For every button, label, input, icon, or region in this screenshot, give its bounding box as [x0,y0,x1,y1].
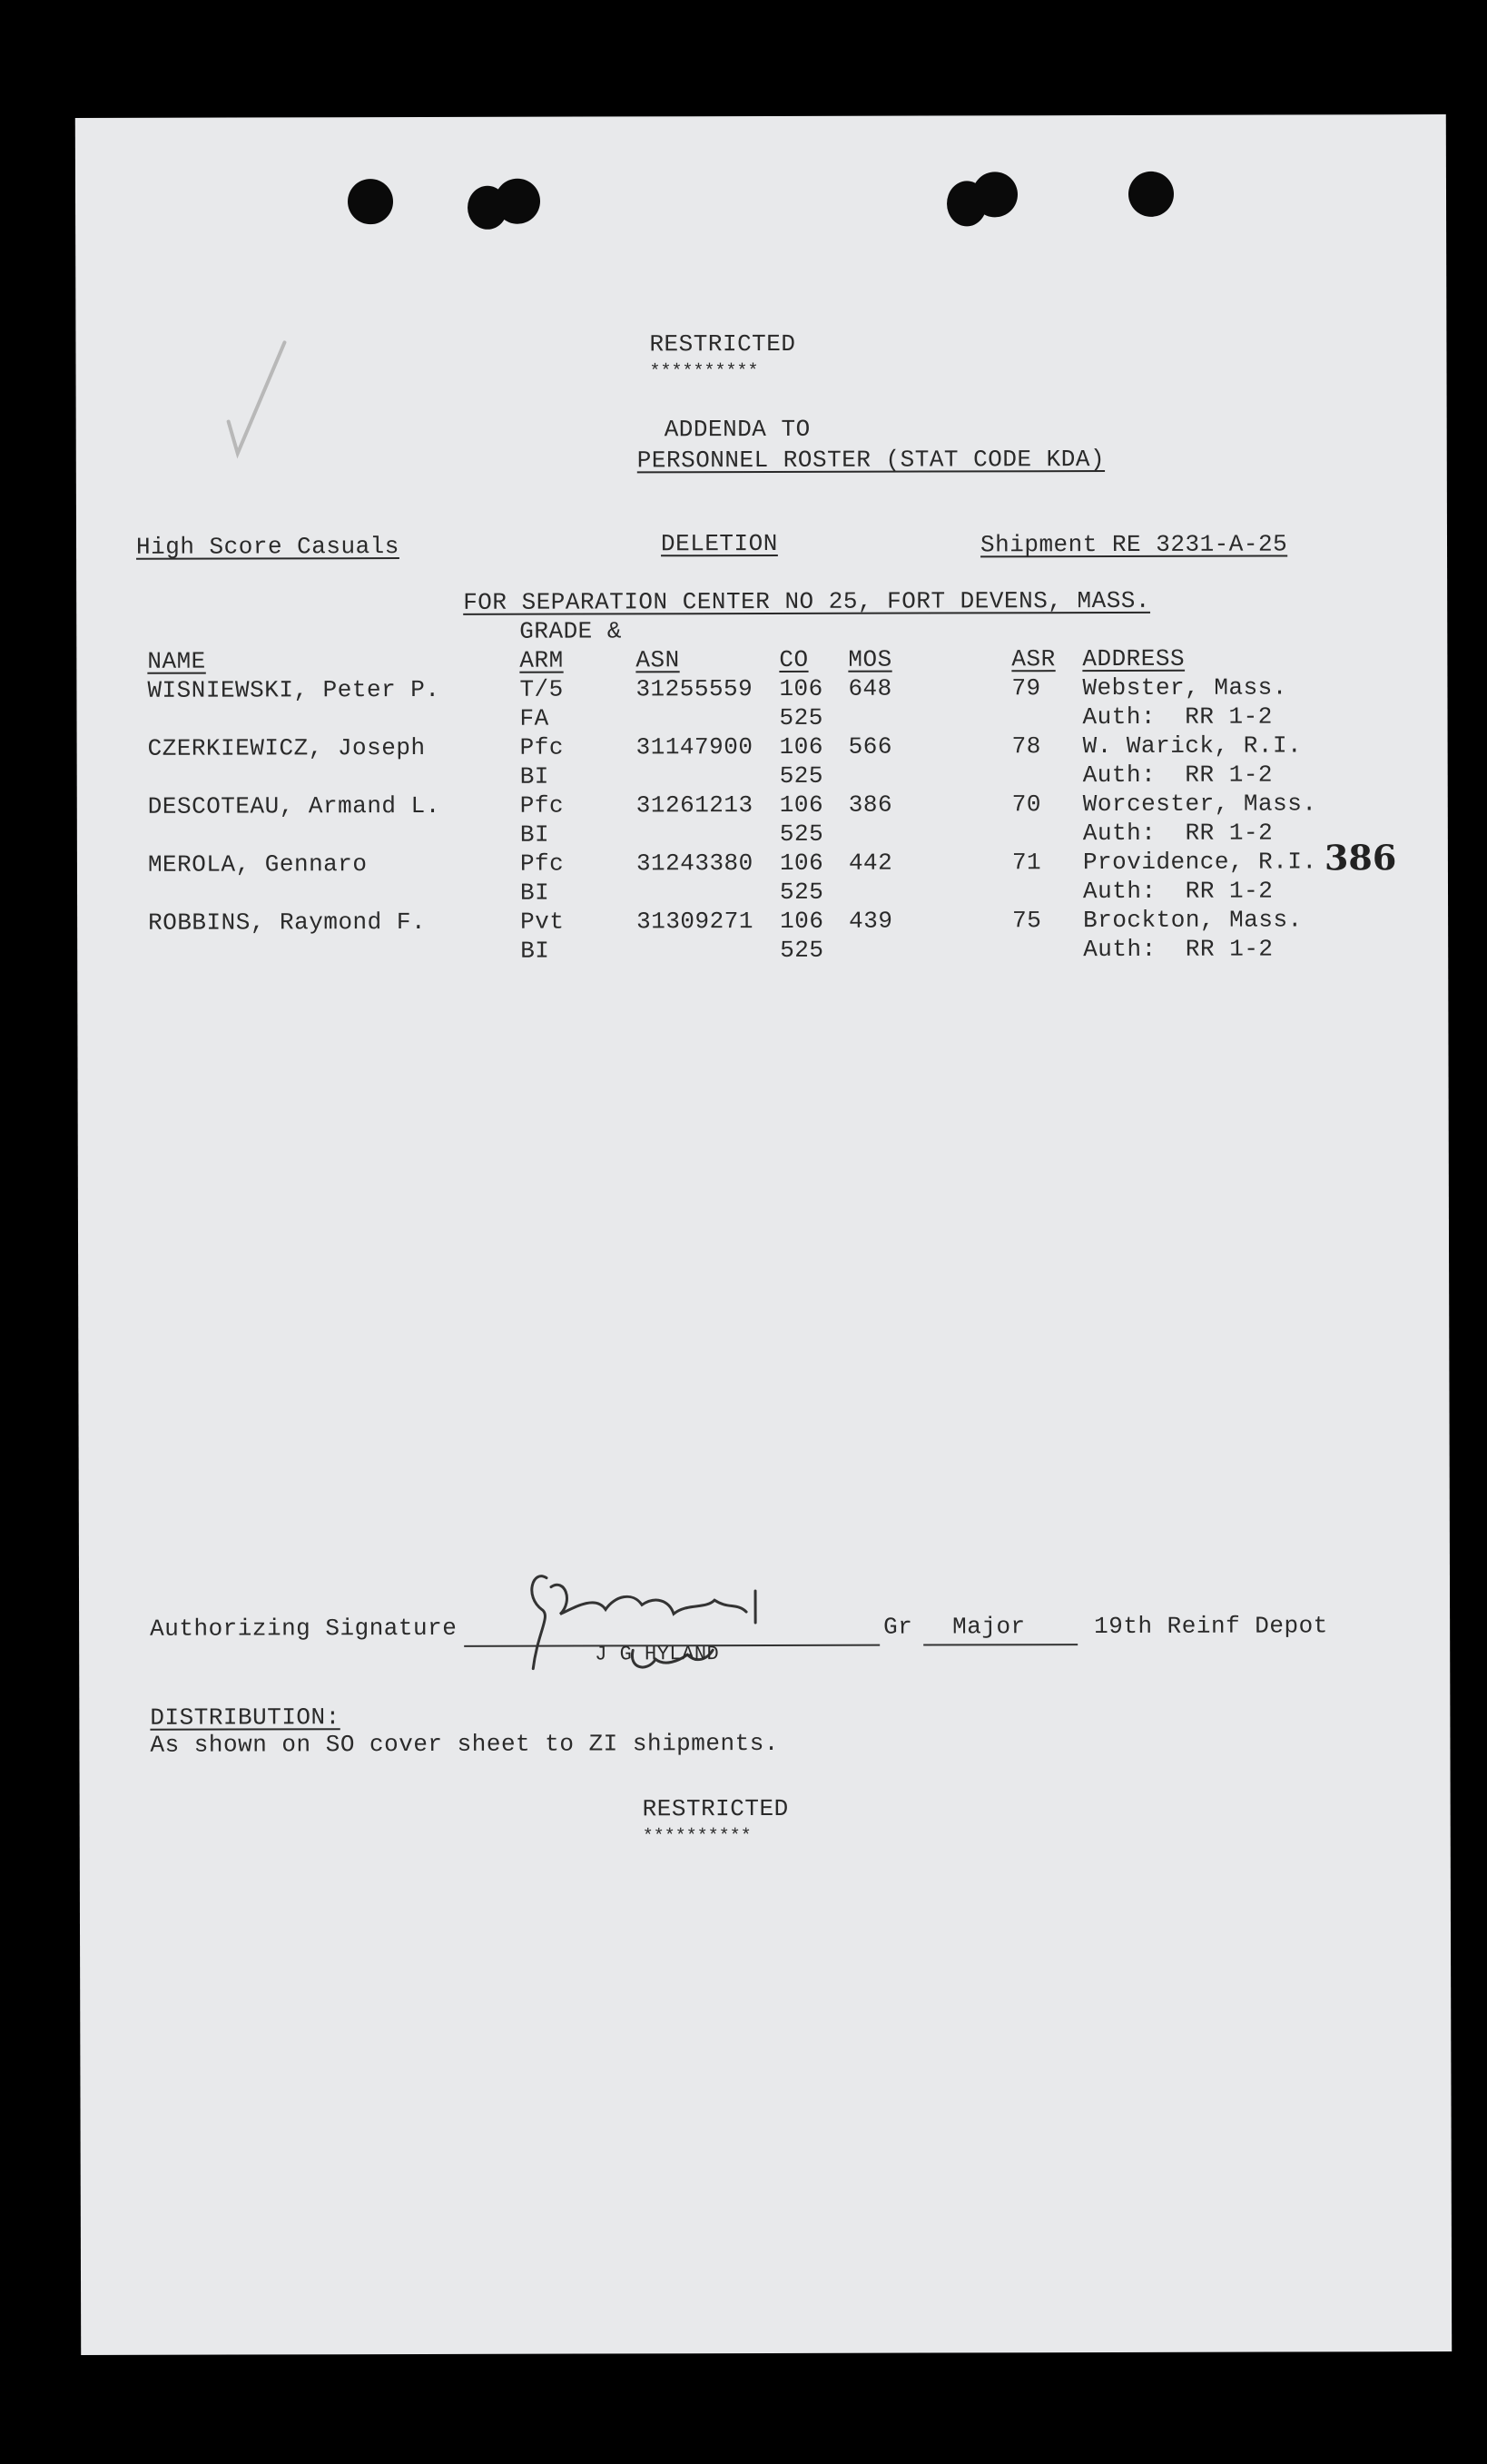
cell-asr: 75 [1012,907,1042,935]
cell-name: DESCOTEAU, Armand L. [147,791,440,820]
col-co: CO [779,645,809,673]
cell-asr: 71 [1011,849,1042,877]
distribution-text: As shown on SO cover sheet to ZI shipments. [150,1729,779,1759]
punch-hole [972,172,1018,217]
cell-address: Worcester, Mass. [1082,790,1317,819]
title-line-2: PERSONNEL ROSTER (STAT CODE KDA) [636,446,1106,475]
typed-name: J G HYLAND [595,1643,720,1666]
col-grade: ARM [519,646,564,674]
punch-hole [495,179,540,224]
classification-top: RESTRICTED [649,329,796,358]
cell-auth: Auth: RR 1-2 [1082,702,1273,731]
cell-name: WISNIEWSKI, Peter P. [147,675,440,704]
col-mos: MOS [848,645,892,673]
cell-co-2: 525 [779,820,824,848]
cell-co-2: 525 [779,878,824,906]
cell-arm: FA [519,704,549,732]
cell-mos: 442 [848,849,893,877]
cell-co: 106 [779,732,823,761]
col-asr: ASR [1011,645,1056,673]
punch-hole [348,179,393,224]
stars-top: ********** [649,361,759,383]
cell-co: 106 [780,907,824,935]
grade-value: Major [952,1613,1026,1641]
col-address: ADDRESS [1082,644,1186,673]
handwritten-signature [497,1559,842,1687]
roster-category: High Score Casuals [135,533,399,561]
document-page [75,114,1452,2355]
unit: 19th Reinf Depot [1094,1612,1328,1641]
cell-auth: Auth: RR 1-2 [1082,761,1274,790]
cell-asr: 70 [1011,790,1042,819]
cell-mos: 386 [848,790,893,819]
cell-address: Providence, R.I. [1082,848,1317,877]
cell-co-2: 525 [780,936,824,964]
punch-hole [1128,172,1174,217]
cell-grade: Pvt [520,908,565,936]
page-number: 386 [1324,837,1397,879]
title-line-1: ADDENDA TO [664,415,811,444]
cell-mos: 566 [848,732,892,761]
cell-co-2: 525 [779,761,824,790]
grade-label: Gr [883,1613,913,1641]
cell-address: Webster, Mass. [1082,673,1287,702]
cell-auth: Auth: RR 1-2 [1082,877,1274,906]
distribution-label: DISTRIBUTION: [150,1703,340,1732]
cell-name: CZERKIEWICZ, Joseph [147,733,426,762]
cell-grade: Pfc [519,791,565,820]
cell-arm: BI [520,937,550,965]
cell-asr: 79 [1011,674,1041,702]
cell-grade: Pfc [519,849,565,878]
signature-label: Authorizing Signature [150,1614,458,1643]
cell-co-2: 525 [779,703,823,731]
cell-arm: BI [519,820,550,849]
grade-line [923,1644,1078,1645]
cell-grade: Pfc [519,733,564,761]
cell-grade: T/5 [519,675,564,703]
cell-asn: 31261213 [635,791,753,820]
cell-co: 106 [779,790,824,819]
cell-address: Brockton, Mass. [1083,906,1303,935]
cell-address: W. Warick, R.I. [1082,731,1303,761]
shipment-number: Shipment RE 3231-A-25 [980,530,1288,559]
cell-arm: BI [519,762,549,790]
stars-bottom: ********** [642,1826,752,1848]
cell-asn: 31147900 [635,733,753,761]
cell-name: MEROLA, Gennaro [147,850,368,879]
cell-auth: Auth: RR 1-2 [1083,935,1274,964]
cell-mos: 439 [849,907,893,935]
col-grade-top: GRADE & [519,617,623,645]
col-name: NAME [147,647,206,675]
cell-co: 106 [779,849,824,877]
destination: FOR SEPARATION CENTER NO 25, FORT DEVENS, MASS. [463,586,1151,616]
cell-asr: 78 [1011,732,1041,761]
col-asn: ASN [635,646,680,674]
cell-asn: 31243380 [635,849,753,878]
cell-auth: Auth: RR 1-2 [1082,819,1274,848]
cell-arm: BI [519,879,550,907]
cell-asn: 31309271 [636,908,753,936]
cell-co: 106 [779,674,823,702]
action-type: DELETION [660,529,778,558]
cell-name: ROBBINS, Raymond F. [148,908,427,937]
check-mark-icon [221,335,293,462]
cell-asn: 31255559 [635,675,753,703]
classification-bottom: RESTRICTED [642,1794,789,1823]
cell-mos: 648 [848,674,892,702]
